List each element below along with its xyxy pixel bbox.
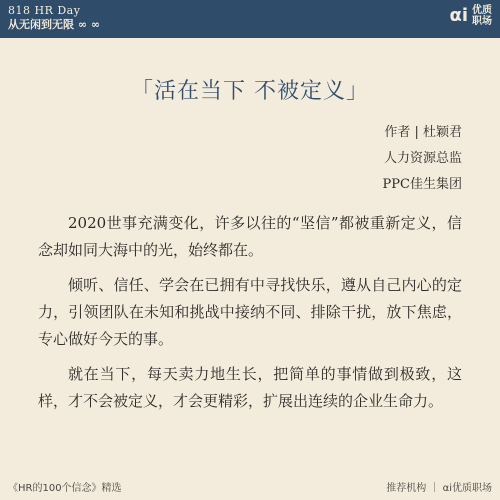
- logo-text: [472, 5, 492, 27]
- footer-recommender: 推荐机构 ｜ αi优质职场: [386, 483, 492, 494]
- paragraph: 就在当下，每天卖力地生长，把简单的事情做到极致，这样，才不会被定义，才会更精彩，扩展出连续的企业生命力。: [38, 365, 462, 410]
- event-tagline: 从无闲到无限 ∞ ∞: [8, 18, 100, 31]
- header-bar: [0, 0, 500, 38]
- paragraph: 2020世事充满变化，许多以往的“坚信”都被重新定义，信念却如同大海中的光，始终都在。: [38, 214, 462, 259]
- author-company: PPC佳生集团: [382, 177, 462, 192]
- author-role: 人力资源总监: [383, 151, 462, 166]
- event-label: [8, 4, 100, 32]
- quote-title: 「活在当下 不被定义」: [131, 79, 369, 104]
- paragraph: 倾听、信任、学会在已拥有中寻找快乐，遵从自己内心的定力，引领团队在未知和挑战中接纳不同、排除干扰，放下焦虑，专心做好今天的事。: [38, 276, 462, 348]
- event-title: 818 HR Day: [8, 4, 81, 17]
- footer: [8, 479, 492, 494]
- brand-logo: [449, 5, 492, 27]
- logo-text-line2: 职场: [472, 16, 492, 27]
- quote-body: [38, 210, 462, 423]
- author-byline: 作者 | 杜颖君: [384, 125, 462, 140]
- logo-mark: αi: [449, 5, 468, 26]
- footer-source: 《HR的100个信念》精选: [8, 483, 122, 494]
- logo-text-line1: 优质: [472, 5, 492, 16]
- author-block: [383, 120, 462, 198]
